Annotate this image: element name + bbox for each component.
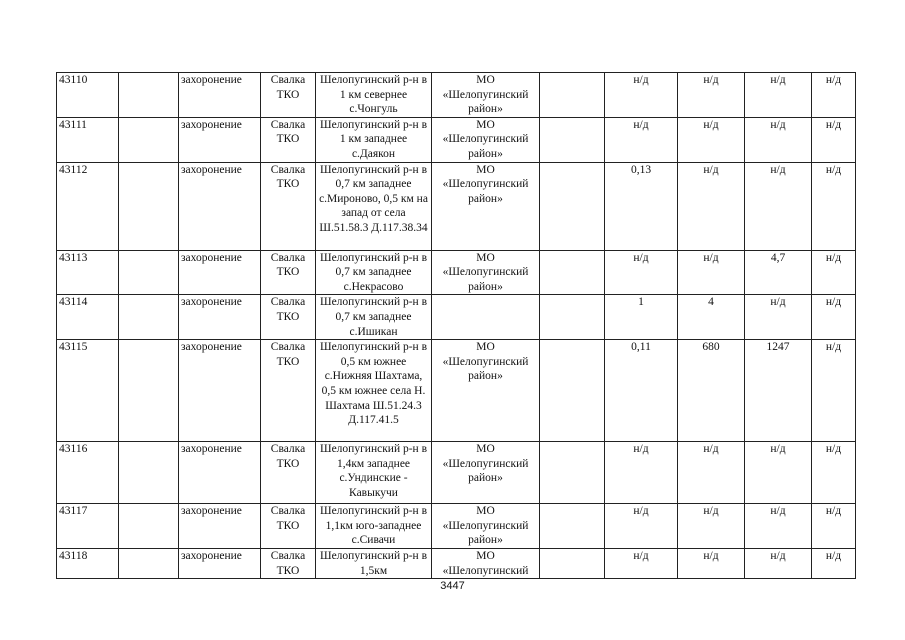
cell-value-4: н/д [812,504,856,549]
cell-value-1: н/д [605,548,678,578]
cell-municipality: МО «Шелопугинский район» [432,442,540,504]
cell-value-3: н/д [745,548,812,578]
cell-value-2: н/д [678,162,745,250]
table-row [57,250,856,295]
cell-value-4: н/д [812,117,856,162]
cell-blank [119,117,179,162]
cell-location: Шелопугинский р-н в 1,4км западнее с.Ундинские - Кавыкучи [316,442,432,504]
cell-location: Шелопугинский р-н в 0,7 км западнее с.Ишикан [316,295,432,340]
cell-municipality [432,295,540,340]
cell-blank [119,73,179,118]
cell-value-1: 1 [605,295,678,340]
cell-activity: захоронение [179,250,261,295]
cell-id: 43110 [57,73,119,118]
cell-value-4: н/д [812,548,856,578]
cell-value-3: 4,7 [745,250,812,295]
table-row [57,340,856,442]
cell-value-3: н/д [745,73,812,118]
cell-value-4: н/д [812,73,856,118]
cell-id: 43115 [57,340,119,442]
cell-location: Шелопугинский р-н в 1,1км юго-западнее с.Сивачи [316,504,432,549]
cell-value-1: 0,13 [605,162,678,250]
cell-location: Шелопугинский р-н в 1 км севернее с.Чонгуль [316,73,432,118]
cell-value-3: н/д [745,442,812,504]
table-row [57,73,856,118]
cell-blank [119,162,179,250]
cell-type: Свалка ТКО [261,295,316,340]
table-body [57,73,856,579]
cell-municipality: МО «Шелопугинский район» [432,250,540,295]
cell-empty [540,73,605,118]
table-row [57,504,856,549]
cell-location: Шелопугинский р-н в 0,5 км южнее с.Нижняя Шахтама, 0,5 км южнее села Н. Шахтама Ш.51.24.3 Д.117.41.5 [316,340,432,442]
cell-type: Свалка ТКО [261,442,316,504]
cell-value-4: н/д [812,162,856,250]
cell-type: Свалка ТКО [261,73,316,118]
cell-value-3: 1247 [745,340,812,442]
cell-empty [540,162,605,250]
cell-empty [540,340,605,442]
cell-empty [540,295,605,340]
cell-blank [119,442,179,504]
cell-id: 43118 [57,548,119,578]
cell-blank [119,250,179,295]
cell-value-3: н/д [745,504,812,549]
cell-type: Свалка ТКО [261,504,316,549]
cell-id: 43111 [57,117,119,162]
cell-value-2: н/д [678,117,745,162]
cell-activity: захоронение [179,295,261,340]
cell-activity: захоронение [179,442,261,504]
cell-location: Шелопугинский р-н в 1,5км [316,548,432,578]
cell-blank [119,340,179,442]
cell-id: 43114 [57,295,119,340]
cell-id: 43117 [57,504,119,549]
cell-value-1: н/д [605,73,678,118]
cell-type: Свалка ТКО [261,250,316,295]
table-row [57,117,856,162]
table-row [57,548,856,578]
cell-location: Шелопугинский р-н в 1 км западнее с.Даякон [316,117,432,162]
cell-empty [540,442,605,504]
cell-value-2: н/д [678,504,745,549]
cell-value-2: н/д [678,250,745,295]
cell-value-2: 4 [678,295,745,340]
table-row [57,442,856,504]
cell-activity: захоронение [179,340,261,442]
cell-empty [540,504,605,549]
table-row [57,162,856,250]
cell-blank [119,548,179,578]
cell-municipality: МО «Шелопугинский район» [432,117,540,162]
cell-empty [540,117,605,162]
cell-value-1: н/д [605,117,678,162]
cell-location: Шелопугинский р-н в 0,7 км западнее с.Некрасово [316,250,432,295]
cell-empty [540,250,605,295]
cell-municipality: МО «Шелопугинский район» [432,73,540,118]
cell-activity: захоронение [179,73,261,118]
cell-value-4: н/д [812,442,856,504]
cell-id: 43116 [57,442,119,504]
cell-value-2: н/д [678,548,745,578]
cell-value-3: н/д [745,117,812,162]
cell-activity: захоронение [179,504,261,549]
cell-value-4: н/д [812,250,856,295]
cell-value-1: 0,11 [605,340,678,442]
table-row [57,295,856,340]
cell-location: Шелопугинский р-н в 0,7 км западнее с.Мироново, 0,5 км на запад от села Ш.51.58.3 Д.117.38.34 [316,162,432,250]
cell-type: Свалка ТКО [261,117,316,162]
cell-blank [119,504,179,549]
cell-municipality: МО «Шелопугинский район» [432,162,540,250]
cell-municipality: МО «Шелопугинский район» [432,504,540,549]
cell-municipality: МО «Шелопугинский [432,548,540,578]
cell-activity: захоронение [179,162,261,250]
page-number: 3447 [440,580,465,592]
cell-value-4: н/д [812,295,856,340]
cell-value-2: 680 [678,340,745,442]
cell-value-3: н/д [745,295,812,340]
cell-value-2: н/д [678,73,745,118]
cell-activity: захоронение [179,548,261,578]
cell-empty [540,548,605,578]
cell-value-1: н/д [605,504,678,549]
cell-type: Свалка ТКО [261,548,316,578]
cell-type: Свалка ТКО [261,162,316,250]
cell-value-2: н/д [678,442,745,504]
cell-type: Свалка ТКО [261,340,316,442]
cell-municipality: МО «Шелопугинский район» [432,340,540,442]
cell-value-1: н/д [605,250,678,295]
cell-id: 43113 [57,250,119,295]
cell-blank [119,295,179,340]
cell-value-3: н/д [745,162,812,250]
cell-value-4: н/д [812,340,856,442]
cell-value-1: н/д [605,442,678,504]
waste-sites-table [56,72,856,579]
cell-id: 43112 [57,162,119,250]
cell-activity: захоронение [179,117,261,162]
